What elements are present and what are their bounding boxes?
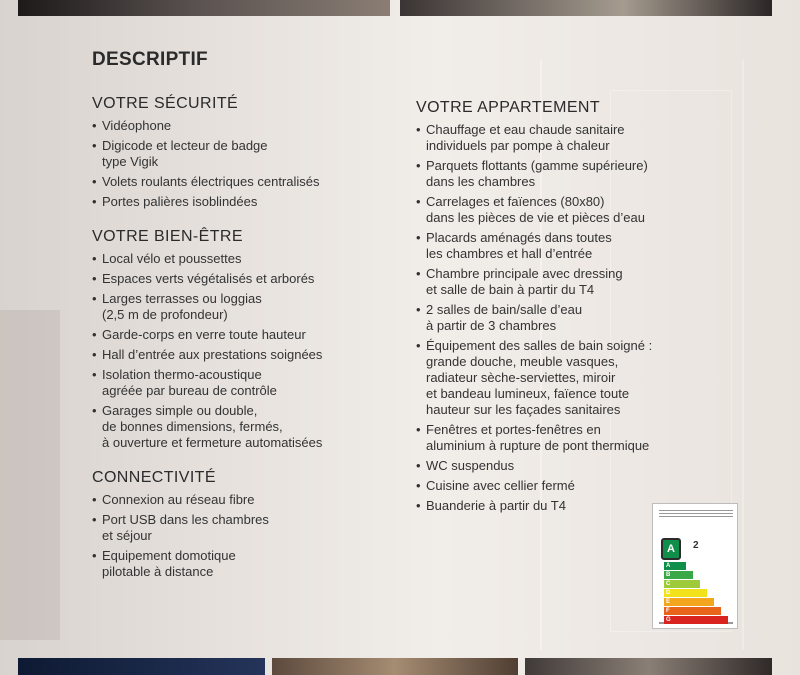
- list-item: • Espaces verts végétalisés et arborés: [92, 271, 392, 287]
- section-heading-wellbeing: VOTRE BIEN-ÊTRE: [92, 228, 243, 245]
- section-wellbeing: [92, 228, 392, 451]
- energy-bar-e: E: [664, 598, 714, 606]
- list-item: • Portes palières isoblindées: [92, 194, 392, 210]
- energy-bar-b: B: [664, 571, 693, 579]
- energy-label-caption: [659, 508, 733, 522]
- section-connectivity: [92, 469, 392, 580]
- energy-bar-g: G: [664, 616, 728, 624]
- list-item: • Garde-corps en verre toute hauteur: [92, 327, 392, 343]
- energy-class-badge: A: [661, 538, 681, 560]
- security-list: [92, 118, 392, 210]
- left-column: [92, 95, 392, 598]
- list-item: • Vidéophone: [92, 118, 392, 134]
- list-item: • Fenêtres et portes-fenêtres en aluminium à rupture de pont thermique: [416, 422, 736, 454]
- connectivity-list: [92, 492, 392, 580]
- list-item: • Equipement domotique pilotable à distance: [92, 548, 392, 580]
- photo-strip-bottom-2: [272, 658, 518, 675]
- energy-emission-value: 2: [693, 540, 699, 551]
- list-item: • Larges terrasses ou loggias (2,5 m de profondeur): [92, 291, 392, 323]
- section-heading-apartment: VOTRE APPARTEMENT: [416, 99, 601, 116]
- energy-bar-c: C: [664, 580, 700, 588]
- list-item: • Buanderie à partir du T4: [416, 498, 736, 514]
- list-item: • Port USB dans les chambres et séjour: [92, 512, 392, 544]
- section-apartment: [416, 99, 736, 514]
- energy-bar-f: F: [664, 607, 721, 615]
- right-column: [416, 99, 736, 532]
- photo-strip-top-right: [400, 0, 772, 16]
- energy-bar-a: A: [664, 562, 686, 570]
- list-item: • Hall d’entrée aux prestations soignées: [92, 347, 392, 363]
- section-heading-connectivity: CONNECTIVITÉ: [92, 469, 216, 486]
- list-item: • Garages simple ou double, de bonnes dimensions, fermés, à ouverture et fermeture automatisées: [92, 403, 392, 451]
- photo-strip-bottom-1: [18, 658, 265, 675]
- list-item: • Isolation thermo-acoustique agréée par bureau de contrôle: [92, 367, 392, 399]
- list-item: • Digicode et lecteur de badge type Vigik: [92, 138, 392, 170]
- energy-emission-text: [693, 540, 699, 551]
- list-item: • Local vélo et poussettes: [92, 251, 392, 267]
- photo-strip-bottom-3: [525, 658, 772, 675]
- list-item: • Chauffage et eau chaude sanitaire individuels par pompe à chaleur: [416, 122, 736, 154]
- list-item: • Placards aménagés dans toutes les chambres et hall d’entrée: [416, 230, 736, 262]
- background-arch: [0, 310, 60, 640]
- section-heading-security: VOTRE SÉCURITÉ: [92, 95, 239, 112]
- list-item: • Parquets flottants (gamme supérieure) dans les chambres: [416, 158, 736, 190]
- list-item: • Équipement des salles de bain soigné : grande douche, meuble vasques, radiateur sèche-serviettes, miroir et bandeau lumineux, faïence toute hauteur sur les façades sanitaires: [416, 338, 736, 418]
- list-item: • Cuisine avec cellier fermé: [416, 478, 736, 494]
- list-item: • Volets roulants électriques centralisés: [92, 174, 392, 190]
- list-item: • 2 salles de bain/salle d’eau à partir de 3 chambres: [416, 302, 736, 334]
- energy-label-image: [652, 503, 738, 629]
- list-item: • Chambre principale avec dressing et salle de bain à partir du T4: [416, 266, 736, 298]
- section-security: [92, 95, 392, 210]
- energy-bar-d: D: [664, 589, 707, 597]
- wellbeing-list: [92, 251, 392, 451]
- list-item: • Carrelages et faïences (80x80) dans les pièces de vie et pièces d’eau: [416, 194, 736, 226]
- photo-strip-top-left: [18, 0, 390, 16]
- list-item: • WC suspendus: [416, 458, 736, 474]
- page-title: DESCRIPTIF: [92, 49, 208, 70]
- apartment-list: [416, 122, 736, 514]
- list-item: • Connexion au réseau fibre: [92, 492, 392, 508]
